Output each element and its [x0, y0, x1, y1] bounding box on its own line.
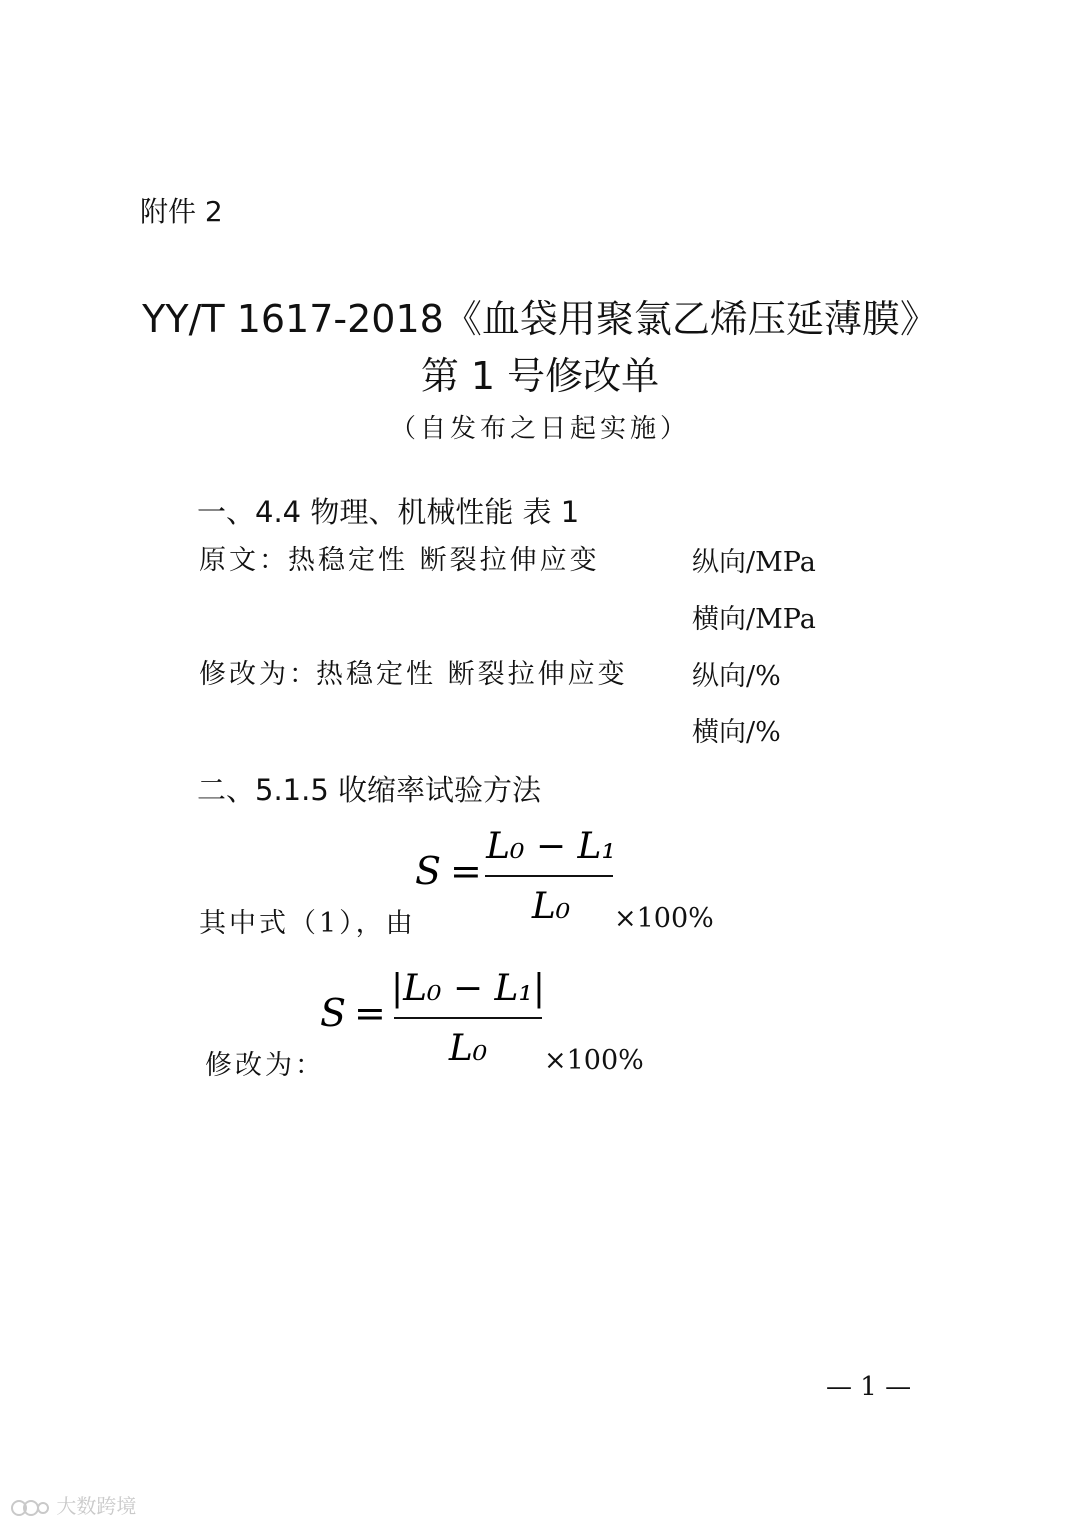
formula-modified: [312, 960, 552, 1070]
document-title: YY/T 1617-2018《血袋用聚氯乙烯压延薄膜》: [142, 297, 938, 341]
modified-item: 热稳定性 断裂拉伸应变: [316, 659, 628, 690]
formula-original-lhs: S: [415, 849, 442, 893]
formula-original-numerator: L₀ − L₁: [486, 826, 616, 867]
watermark: [10, 1490, 136, 1519]
original-item: 热稳定性 断裂拉伸应变: [288, 545, 600, 576]
modified-unit-longitudinal: 纵向/%: [692, 661, 781, 692]
original-unit-transverse: 横向/MPa: [692, 604, 816, 635]
document-subtitle-amendment: 第 1 号修改单: [420, 354, 660, 398]
formula-modified-label: 修改为：: [205, 1050, 325, 1081]
section-2-heading: 二、5.1.5 收缩率试验方法: [197, 773, 542, 807]
section-1-heading: 一、4.4 物理、机械性能 表 1: [197, 495, 580, 529]
modified-label: 修改为：: [199, 659, 319, 690]
formula-original: [405, 820, 620, 930]
attachment-label: 附件 2: [140, 195, 223, 228]
formula-original-denominator: L₀: [531, 886, 571, 927]
watermark-text: 大数跨境: [56, 1494, 137, 1518]
formula-modified-numerator: |L₀ − L₁|: [391, 968, 545, 1009]
formula-original-equals: =: [450, 849, 482, 893]
original-unit-longitudinal: 纵向/MPa: [692, 547, 816, 578]
effective-note: （自发布之日起实施）: [389, 414, 690, 444]
original-label: 原文：: [199, 545, 289, 576]
formula-original-multiplier: ×100%: [614, 903, 714, 934]
page-number: — 1 —: [826, 1372, 912, 1402]
formula-modified-denominator: L₀: [448, 1028, 488, 1069]
formula-modified-lhs: S: [320, 991, 347, 1035]
modified-unit-transverse: 横向/%: [692, 717, 781, 748]
watermark-logo-icon: [10, 1497, 50, 1519]
where-text: 其中式（1），由: [199, 908, 416, 939]
formula-modified-equals: =: [354, 991, 386, 1035]
formula-modified-multiplier: ×100%: [544, 1045, 644, 1076]
